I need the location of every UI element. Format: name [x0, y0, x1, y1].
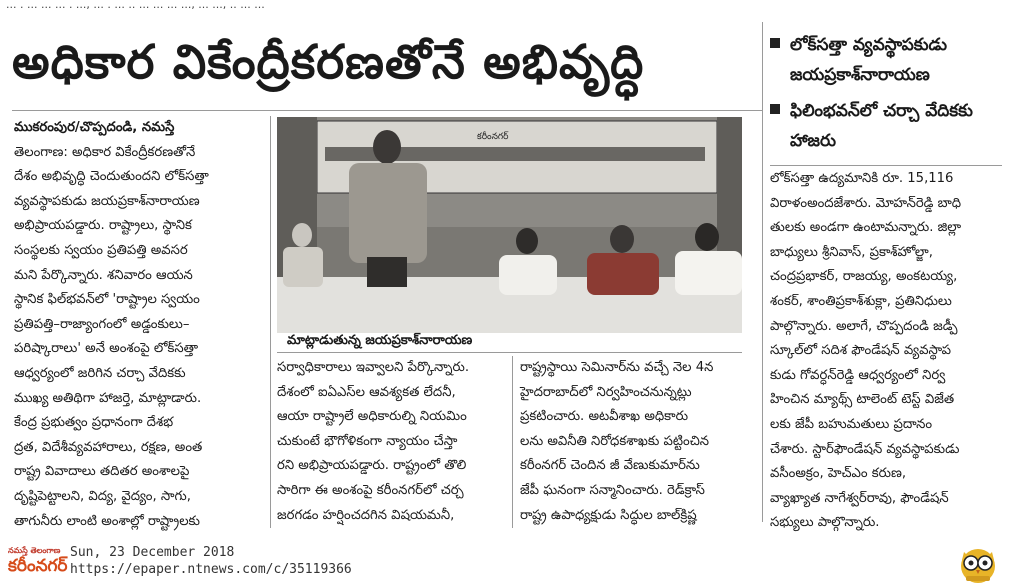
- article-line: సభ్యులు పాల్గొన్నారు.: [770, 515, 880, 531]
- article-line: జేపీ ఘనంగా సన్మానించారు. రెడ్‌క్రాస్: [520, 482, 705, 498]
- event-photo-illustration: [277, 117, 742, 333]
- article-line: లను అవినీతి నిరోధకశాఖకు పట్టించిన: [520, 433, 710, 449]
- article-column-1: [14, 116, 264, 534]
- article-line: తెలంగాణ: అధికార వికేంద్రీకరణతోనే: [14, 144, 196, 160]
- banner-text: కరీంనగర్: [477, 132, 509, 142]
- article-line: రాష్ట్ర ఉపాధ్యక్షుడు సిద్ధుల బాల్‌క్రిష్ణ: [520, 507, 697, 523]
- article-line: ప్రకటించారు. అటవీశాఖ అధికారు: [520, 409, 689, 425]
- footer-meta: [70, 544, 352, 578]
- sidebar-divider: [762, 22, 763, 522]
- article-line: ప్రతిపత్తి–రాజ్యాంగంలో అడ్డంకులు–: [14, 316, 190, 332]
- article-line: తాగునీరు లాంటి అంశాల్లో రాష్ట్రాలకు: [14, 513, 200, 529]
- photo-caption: మాట్లాడుతున్న జయప్రకాశ్‌నారాయణ: [287, 333, 473, 348]
- article-line: సంస్థలకు స్వయం ప్రతిపత్తి అవసర: [14, 242, 188, 258]
- article-line: దేశంలో ఐఏఎస్‌ల ఆవశ్యకత లేదనీ,: [277, 384, 456, 400]
- article-line: దృష్టిపెట్టాలని, విద్య, వైద్యం, సాగు,: [14, 488, 191, 504]
- article-line: బాధ్యులు శ్రీనివాస్, ప్రకాశ్‌హోల్జా,: [770, 244, 933, 260]
- bullet-square-icon: [770, 38, 780, 48]
- column-divider: [270, 116, 271, 528]
- article-line: ద్రత, విదేశీవ్యవహారాలు, రక్షణ, అంత: [14, 439, 203, 455]
- article-line: ఆయా రాష్ట్రాలే అధికారుల్ని నియమిం: [277, 409, 467, 425]
- article-line: దేశం అభివృద్ధి చెందుతుందని లోక్‌సత్తా: [14, 169, 209, 185]
- article-line: లోక్‌సత్తా ఉద్యమానికి రూ. 15,116: [770, 171, 954, 186]
- article-line: అభిప్రాయపడ్డారు. రాష్ట్రాలు, స్థానిక: [14, 218, 192, 234]
- top-strip-cut-text: ... . ... ... ... . ..., ... . ... .. ... ... ... ..., ... ..., .. ... ...: [6, 0, 265, 11]
- column-divider: [512, 356, 513, 528]
- sidebar-bullet: [770, 30, 1002, 90]
- article-line: చేశారు. స్టార్‌ఫౌండేషన్ వ్యవస్థాపకుడు: [770, 441, 960, 457]
- article-line: కరీంనగర్ చెందిన జీ వేణుకుమార్‌ను: [520, 458, 700, 474]
- event-photo: [277, 117, 742, 333]
- article-line: జరగడం హర్షించదగిన విషయమనీ,: [277, 507, 455, 523]
- article-line: మని పేర్కొన్నారు. శనివారం ఆయన: [14, 267, 193, 283]
- article-url-link[interactable]: https://epaper.ntnews.com/c/35119366: [70, 562, 352, 577]
- article-line: చంద్రప్రభాకర్, రాజయ్య, అంకటయ్య,: [770, 269, 958, 285]
- article-line: చుకుంటే భౌగోళికంగా న్యాయం చేస్తా: [277, 433, 458, 449]
- article-line: రాష్ట్రస్థాయి సెమినార్‌ను వచ్చే నెల 4న: [520, 360, 714, 375]
- article-line: ముఖ్య అతిథిగా హాజర్తె, మాట్లాడారు.: [14, 390, 202, 406]
- article-dateline: ముకరంపుర/చొప్పదండి, నమస్తే: [14, 120, 175, 135]
- article-line: హైదరాబాద్‌లో నిర్వహించనున్నట్లు: [520, 384, 692, 400]
- newspaper-logo-small: నమస్తే తెలంగాణ: [8, 546, 61, 555]
- article-line: వ్యాఖ్యాత నాగేశ్వర్‌రావు, ఫౌండేషన్: [770, 490, 949, 506]
- article-line: రాష్ట్ర వివాదాలు తదితర అంశాలపై: [14, 464, 190, 480]
- article-line: రని అభిప్రాయపడ్డారు. రాష్ట్రంలో తొలి: [277, 458, 467, 474]
- article-line: స్థానిక ఫిల్‌భవన్‌లో 'రాష్ట్రాల స్వయం: [14, 292, 200, 308]
- article-line: పాల్గొన్నారు. అలాగే, చొప్పదండి జడ్పీ: [770, 318, 958, 334]
- article-line: సర్వాధికారాలు ఇవ్వాలని పేర్కొన్నారు.: [277, 360, 470, 375]
- article-line: వసీంఅక్రం, హెచ్‌ఎం కరుణ,: [770, 466, 907, 482]
- article-line: లకు జేపీ బహుమతులు ప్రదానం: [770, 416, 933, 432]
- article-line: తులకు అండగా ఉంటామన్నారు. జిల్లా: [770, 220, 962, 236]
- caption-underline: [277, 352, 742, 353]
- article-line: హించిన మ్యాథ్స్ టాలెంట్ టెస్ట్ విజేత: [770, 392, 955, 408]
- edition-logo: కరీంనగర్: [8, 556, 68, 576]
- article-line: పరిష్కారాలు' అనే అంశంపై లోక్‌సత్తా: [14, 341, 199, 357]
- sidebar-highlights: [770, 30, 1002, 162]
- article-line: వ్యవస్థాపకుడు జయప్రకాశ్‌నారాయణ: [14, 193, 200, 209]
- article-line: శంకర్, శాంతిప్రకాశ్‌శుక్లా, ప్రతినిధులు: [770, 293, 952, 309]
- sidebar-bottom-rule: [770, 165, 1002, 166]
- publication-date: Sun, 23 December 2018: [70, 545, 235, 560]
- sidebar-bullet-text: లోక్‌సత్తా వ్యవస్థాపకుడు జయప్రకాశ్‌నారాయణ: [790, 35, 947, 85]
- article-line: ఆధ్వర్యంలో జరిగిన చర్చా వేదికకు: [14, 365, 186, 381]
- article-column-3: [520, 356, 742, 528]
- sidebar-bullet-text: ఫిలింభవన్‌లో చర్చా వేదికకు హాజరు: [790, 101, 973, 151]
- article-column-4: [770, 167, 1002, 536]
- headline-underline: [12, 110, 762, 111]
- article-line: విరాళంఅందజేశారు. మోహన్‌రెడ్డి బాధి: [770, 195, 962, 211]
- article-line: సారిగా ఈ అంశంపై కరీంనగర్‌లో చర్చ: [277, 482, 464, 498]
- article-line: కేంద్ర ప్రభుత్వం ప్రధానంగా దేశభ: [14, 415, 174, 431]
- headline: అధికార వికేంద్రీకరణతోనే అభివృద్ధి: [12, 35, 645, 90]
- bullet-square-icon: [770, 104, 780, 114]
- sidebar-bullet: [770, 96, 1002, 156]
- article-column-2: [277, 356, 505, 528]
- epaper-footer: [0, 538, 1010, 586]
- owl-icon: [958, 546, 998, 584]
- article-line: స్కూల్‌లో సదిశ ఫౌండేషన్ వ్యవస్థాప: [770, 343, 952, 359]
- article-line: కుడు గోవర్ధన్‌రెడ్డి ఆధ్వర్యంలో నిర్వ: [770, 367, 946, 383]
